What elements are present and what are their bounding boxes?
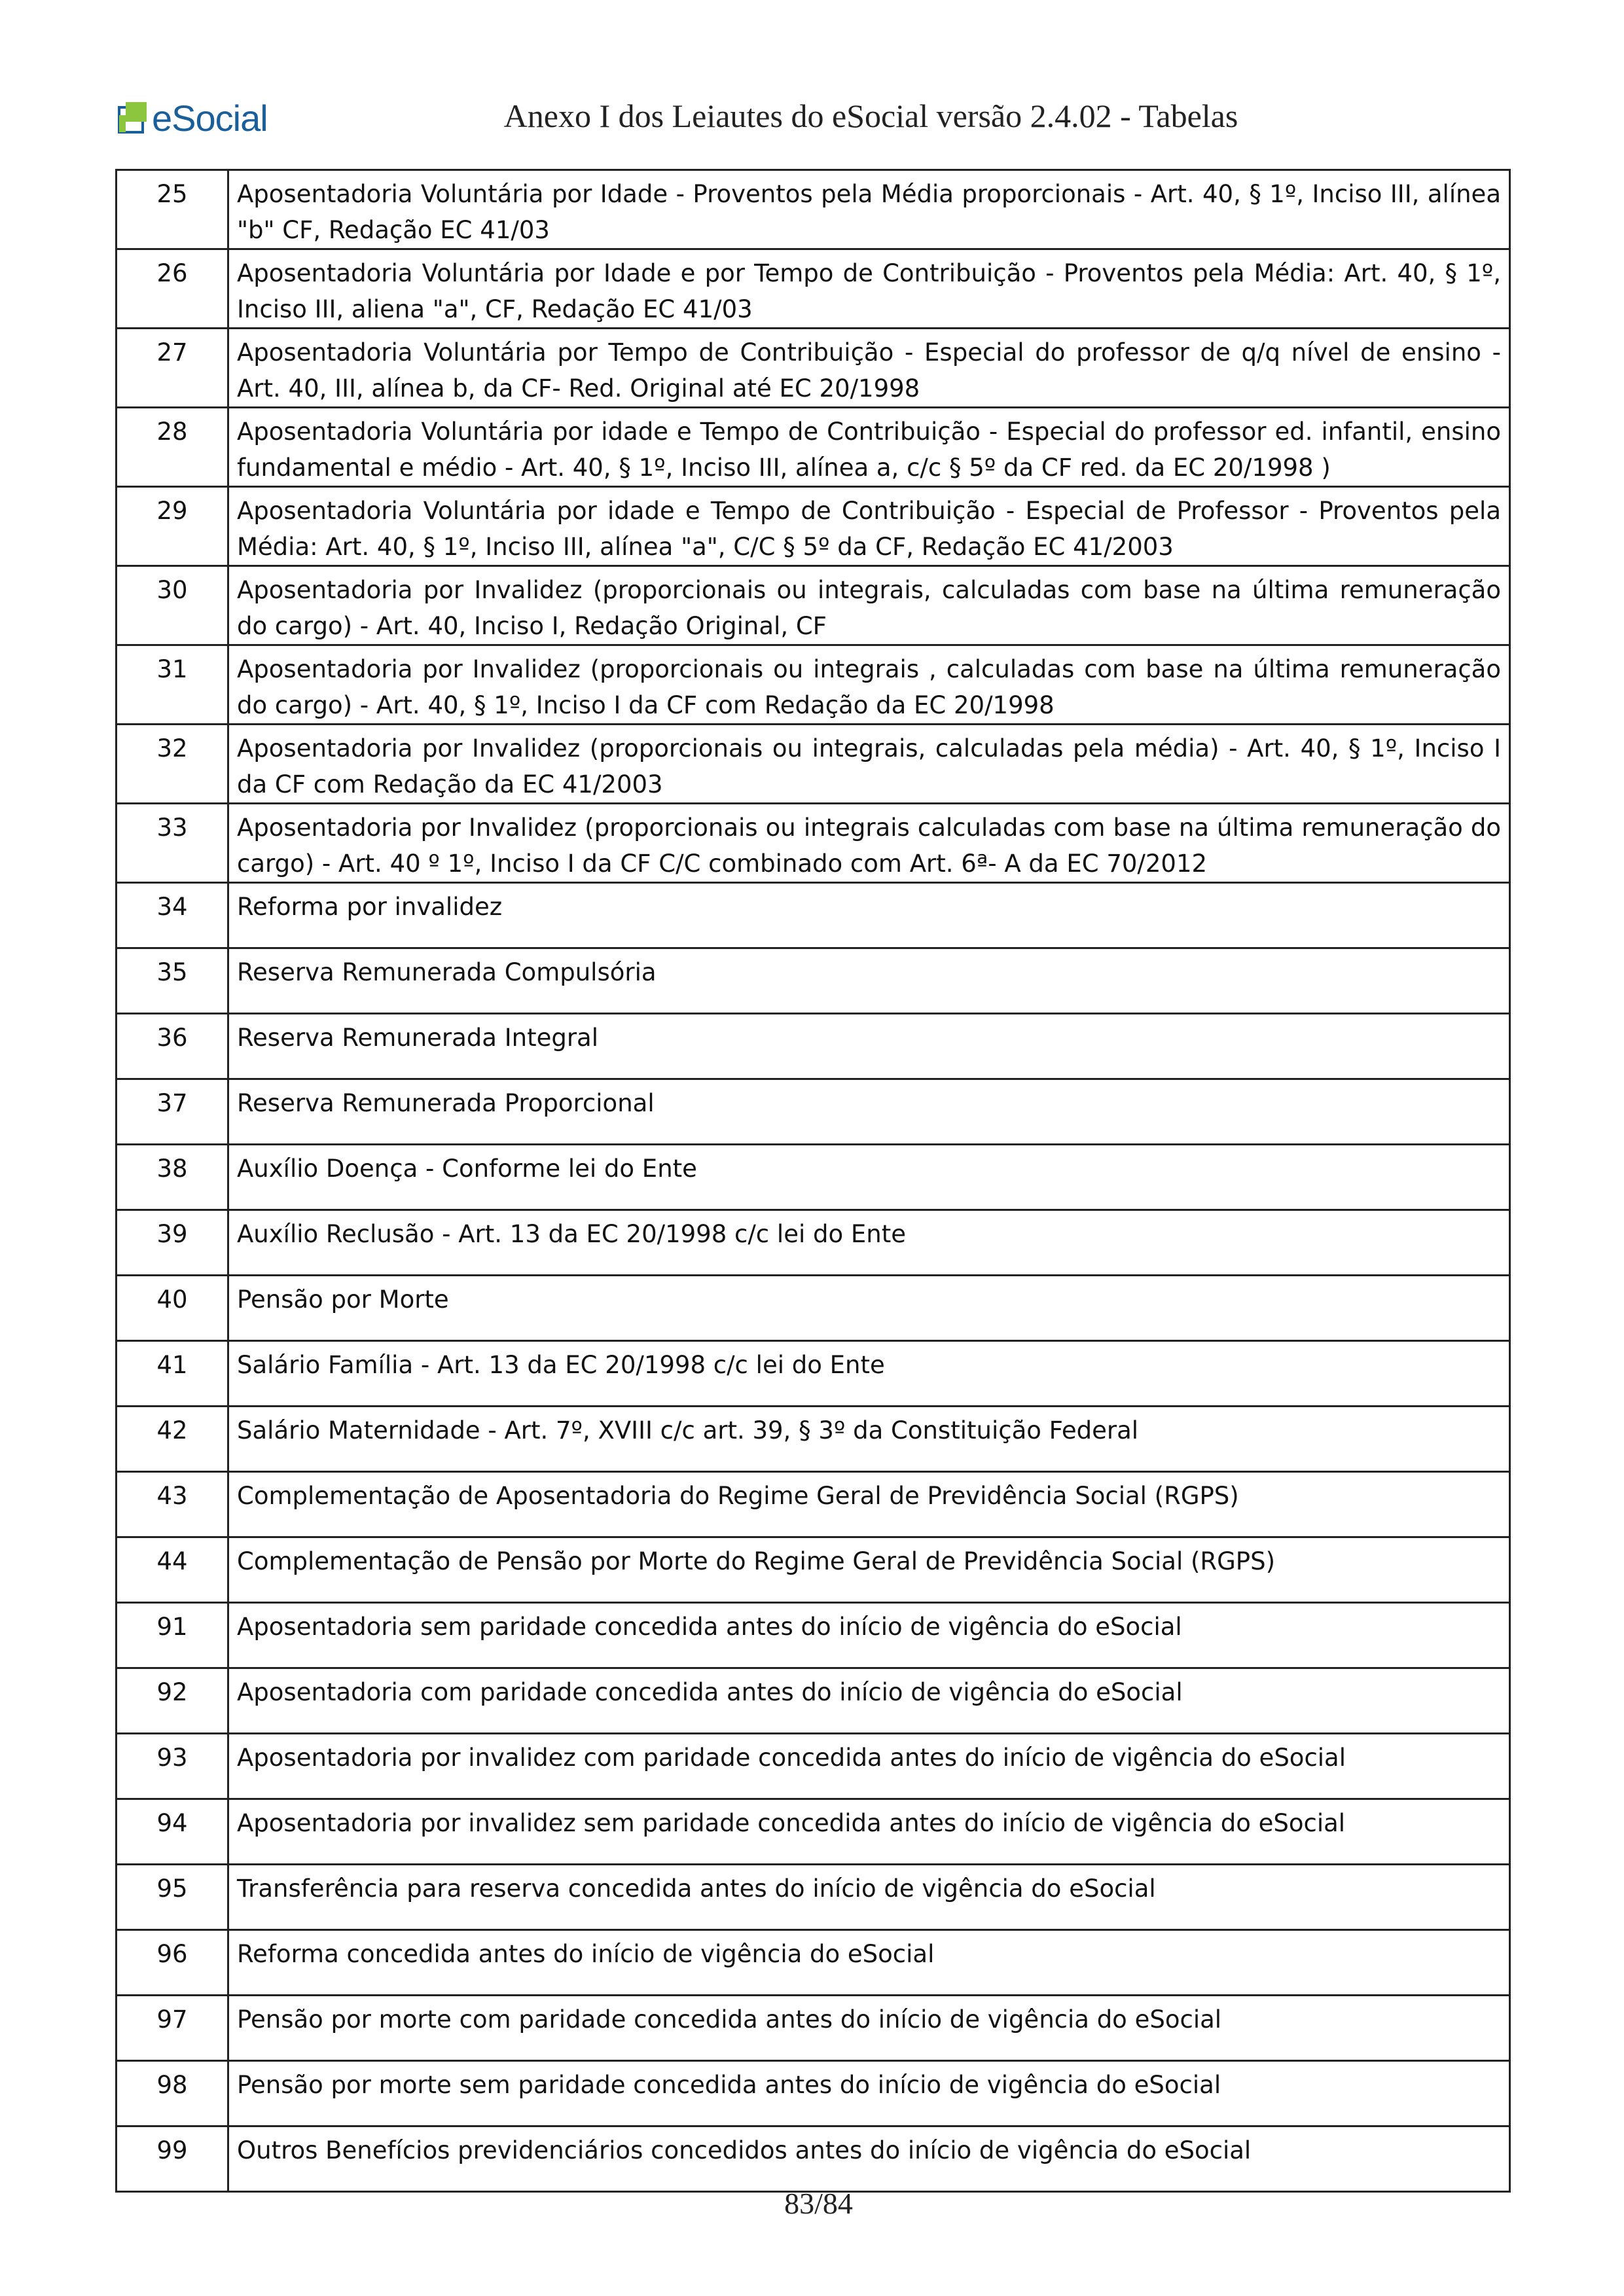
row-description: Aposentadoria com paridade concedida antes do início de vigência do eSocial [228, 1668, 1510, 1734]
row-description: Aposentadoria por invalidez sem paridade concedida antes do início de vigência do eSocial [228, 1799, 1510, 1865]
row-code: 32 [117, 725, 228, 804]
row-description: Aposentadoria por Invalidez (proporcionais ou integrais , calculadas com base na última remuneração do cargo) - Art. 40, § 1º, Inciso I da CF com Redação da EC 20/1998 [228, 645, 1510, 725]
row-code: 30 [117, 566, 228, 645]
table-row [117, 1996, 1510, 2061]
row-description: Pensão por morte sem paridade concedida antes do início de vigência do eSocial [228, 2061, 1510, 2126]
table-row [117, 725, 1510, 804]
row-code: 29 [117, 487, 228, 566]
table-row [117, 804, 1510, 883]
table-row [117, 1014, 1510, 1079]
table-row [117, 329, 1510, 408]
row-code: 26 [117, 249, 228, 329]
table-row [117, 1537, 1510, 1603]
row-code: 36 [117, 1014, 228, 1079]
row-description: Complementação de Aposentadoria do Regime Geral de Previdência Social (RGPS) [228, 1472, 1510, 1537]
row-code: 94 [117, 1799, 228, 1865]
table-row [117, 2126, 1510, 2192]
table-row [117, 1734, 1510, 1799]
row-description: Salário Família - Art. 13 da EC 20/1998 c/c lei do Ente [228, 1341, 1510, 1407]
row-description: Pensão por morte com paridade concedida antes do início de vigência do eSocial [228, 1996, 1510, 2061]
table-row [117, 566, 1510, 645]
row-description: Aposentadoria por Invalidez (proporcionais ou integrais calculadas com base na última remuneração do cargo) - Art. 40 º 1º, Inciso I da CF C/C combinado com Art. 6ª- A da EC 70/2012 [228, 804, 1510, 883]
row-description: Outros Benefícios previdenciários concedidos antes do início de vigência do eSocial [228, 2126, 1510, 2192]
row-code: 91 [117, 1603, 228, 1668]
table-row [117, 1472, 1510, 1537]
row-code: 35 [117, 948, 228, 1014]
table-row [117, 1407, 1510, 1472]
row-code: 95 [117, 1865, 228, 1930]
row-code: 33 [117, 804, 228, 883]
row-description: Salário Maternidade - Art. 7º, XVIII c/c art. 39, § 3º da Constituição Federal [228, 1407, 1510, 1472]
table-row [117, 487, 1510, 566]
row-description: Pensão por Morte [228, 1276, 1510, 1341]
row-code: 41 [117, 1341, 228, 1407]
row-code: 97 [117, 1996, 228, 2061]
row-code: 27 [117, 329, 228, 408]
page-number: 83/84 [784, 2187, 853, 2220]
row-code: 44 [117, 1537, 228, 1603]
row-description: Aposentadoria por Invalidez (proporcionais ou integrais, calculadas pela média) - Art. 40, § 1º, Inciso I da CF com Redação da EC 41/2003 [228, 725, 1510, 804]
row-code: 39 [117, 1210, 228, 1276]
table-row [117, 1603, 1510, 1668]
row-description: Reserva Remunerada Integral [228, 1014, 1510, 1079]
row-code: 92 [117, 1668, 228, 1734]
row-description: Reserva Remunerada Compulsória [228, 948, 1510, 1014]
row-description: Aposentadoria Voluntária por Tempo de Contribuição - Especial do professor de q/q nível de ensino - Art. 40, III, alínea b, da CF- Red. Original até EC 20/1998 [228, 329, 1510, 408]
table-row [117, 1276, 1510, 1341]
table-row [117, 883, 1510, 948]
row-description: Aposentadoria por invalidez com paridade concedida antes do início de vigência do eSocial [228, 1734, 1510, 1799]
row-code: 42 [117, 1407, 228, 1472]
table-row [117, 1145, 1510, 1210]
table-row [117, 1341, 1510, 1407]
table-row [117, 1210, 1510, 1276]
row-description: Reforma concedida antes do início de vigência do eSocial [228, 1930, 1510, 1996]
row-code: 25 [117, 170, 228, 249]
row-description: Complementação de Pensão por Morte do Regime Geral de Previdência Social (RGPS) [228, 1537, 1510, 1603]
row-code: 99 [117, 2126, 228, 2192]
table-row [117, 1930, 1510, 1996]
row-description: Aposentadoria sem paridade concedida antes do início de vigência do eSocial [228, 1603, 1510, 1668]
table-row [117, 1668, 1510, 1734]
row-code: 96 [117, 1930, 228, 1996]
row-code: 37 [117, 1079, 228, 1145]
table-row [117, 1079, 1510, 1145]
row-description: Aposentadoria Voluntária por idade e Tempo de Contribuição - Especial de Professor - Proventos pela Média: Art. 40, § 1º, Inciso III, alínea "a", C/C § 5º da CF, Redação EC 41/2003 [228, 487, 1510, 566]
row-description: Aposentadoria Voluntária por Idade e por Tempo de Contribuição - Proventos pela Média: Art. 40, § 1º, Inciso III, aliena "a", CF, Redação EC 41/03 [228, 249, 1510, 329]
row-code: 93 [117, 1734, 228, 1799]
row-code: 38 [117, 1145, 228, 1210]
table-row [117, 1865, 1510, 1930]
row-description: Reforma por invalidez [228, 883, 1510, 948]
row-description: Transferência para reserva concedida antes do início de vigência do eSocial [228, 1865, 1510, 1930]
table-row [117, 948, 1510, 1014]
row-description: Aposentadoria Voluntária por Idade - Proventos pela Média proporcionais - Art. 40, § 1º, Inciso III, alínea "b" CF, Redação EC 41/03 [228, 170, 1510, 249]
table-row [117, 2061, 1510, 2126]
row-description: Auxílio Doença - Conforme lei do Ente [228, 1145, 1510, 1210]
table-row [117, 645, 1510, 725]
table-row [117, 1799, 1510, 1865]
logo-text: eSocial [152, 97, 268, 139]
row-code: 40 [117, 1276, 228, 1341]
row-code: 28 [117, 408, 228, 487]
row-code: 31 [117, 645, 228, 725]
row-description: Reserva Remunerada Proporcional [228, 1079, 1510, 1145]
row-description: Aposentadoria por Invalidez (proporcionais ou integrais, calculadas com base na última remuneração do cargo) - Art. 40, Inciso I, Redação Original, CF [228, 566, 1510, 645]
row-description: Auxílio Reclusão - Art. 13 da EC 20/1998 c/c lei do Ente [228, 1210, 1510, 1276]
row-code: 34 [117, 883, 228, 948]
table-row [117, 170, 1510, 249]
row-code: 43 [117, 1472, 228, 1537]
table-row [117, 408, 1510, 487]
benefit-type-table [115, 169, 1511, 2193]
table-row [117, 249, 1510, 329]
row-description: Aposentadoria Voluntária por idade e Tempo de Contribuição - Especial do professor ed. infantil, ensino fundamental e médio - Art. 40, § 1º, Inciso III, alínea a, c/c § 5º da CF red. da EC 20/1998 ) [228, 408, 1510, 487]
page-header-title: Anexo I dos Leiautes do eSocial versão 2.4.02 - Tabelas [503, 98, 1238, 134]
row-code: 98 [117, 2061, 228, 2126]
